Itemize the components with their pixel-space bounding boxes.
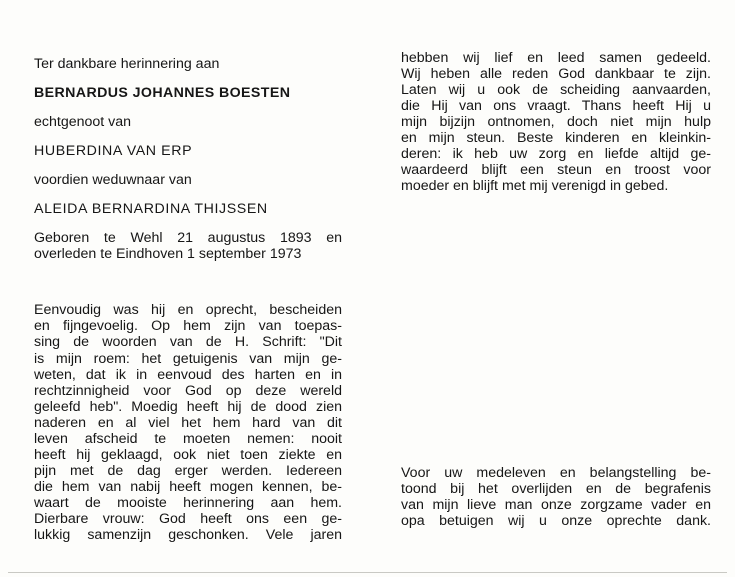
thanks-line: van mijn lieve man onze zorgzame vader en bbox=[401, 497, 711, 514]
former-spouse-name: ALEIDA BERNARDINA THIJSSEN bbox=[34, 201, 268, 218]
body-line: pijn met de dag erger werden. Iedereen bbox=[34, 462, 342, 479]
thanks-text bbox=[401, 465, 711, 529]
right-column bbox=[401, 50, 711, 194]
bottom-edge-divider bbox=[8, 572, 727, 573]
former-spouse-intro: voordien weduwnaar van bbox=[34, 172, 192, 189]
body-line: waart de mooiste herinnering aan hem. bbox=[34, 494, 342, 511]
body-line: waardeerd blijft een steun en troost voor bbox=[401, 162, 711, 179]
body-line: Dierbare vrouw: God heeft ons een ge- bbox=[34, 510, 342, 527]
body-line: is mijn roem: het getuigenis van mijn ge- bbox=[34, 350, 342, 367]
body-line: en fijngevoelig. Op hem zijn van toepas- bbox=[34, 318, 342, 335]
death-line: overleden te Eindhoven 1 september 1973 bbox=[34, 246, 302, 263]
spouse-intro: echtgenoot van bbox=[34, 114, 132, 131]
body-line: mijn bijzijn ontnomen, doch niet mijn hulp bbox=[401, 114, 711, 131]
body-line: moeder en blijft met mij verenigd in gebed. bbox=[401, 178, 669, 195]
body-line: rechtzinnigheid voor God op deze wereld bbox=[34, 382, 342, 399]
body-line: leven afscheid te moeten nemen: nooit bbox=[34, 430, 342, 447]
body-line: geleefd heb". Moedig heeft hij de dood zien bbox=[34, 398, 342, 415]
birth-line: Geboren te Wehl 21 augustus 1893 en bbox=[34, 230, 342, 247]
body-line: en mijn steun. Beste kinderen en kleinkin- bbox=[401, 130, 711, 147]
body-line: deren: ik heb uw zorg en liefde altijd ge- bbox=[401, 146, 711, 163]
thanks-line: Voor uw medeleven en belangstelling be- bbox=[401, 465, 711, 481]
left-column bbox=[34, 56, 342, 543]
body-line: heeft hij geklaagd, ook niet toen ziekte en bbox=[34, 446, 342, 463]
body-line: die hem van nabij heeft mogen kennen, be- bbox=[34, 478, 342, 495]
left-body-text bbox=[34, 302, 342, 543]
body-line: die Hij van ons vraagt. Thans heeft Hij u bbox=[401, 98, 711, 115]
body-line: lukkig samenzijn geschonken. Vele jaren bbox=[34, 527, 342, 544]
deceased-name: BERNARDUS JOHANNES BOESTEN bbox=[34, 85, 291, 102]
intro-text: Ter dankbare herinnering aan bbox=[34, 56, 220, 72]
body-line: Laten wij u ook de scheiding aanvaarden, bbox=[401, 82, 711, 99]
body-line: Wij heben alle reden God dankbaar te zijn. bbox=[401, 66, 711, 83]
thanks-line: opa betuigen wij u onze oprechte dank. bbox=[401, 513, 711, 530]
body-line: sing de woorden van de H. Schrift: "Dit bbox=[34, 334, 342, 351]
spouse-name: HUBERDINA VAN ERP bbox=[34, 143, 193, 160]
body-line: naderen en al viel het hem hard van dit bbox=[34, 414, 342, 431]
body-line: hebben wij lief en leed samen gedeeld. bbox=[401, 50, 711, 66]
body-line: Eenvoudig was hij en oprecht, bescheiden bbox=[34, 302, 342, 319]
thanks-line: toond bij het overlijden en de begrafenis bbox=[401, 481, 711, 498]
body-line: weten, dat ik in eenvoud des harten en in bbox=[34, 366, 342, 383]
